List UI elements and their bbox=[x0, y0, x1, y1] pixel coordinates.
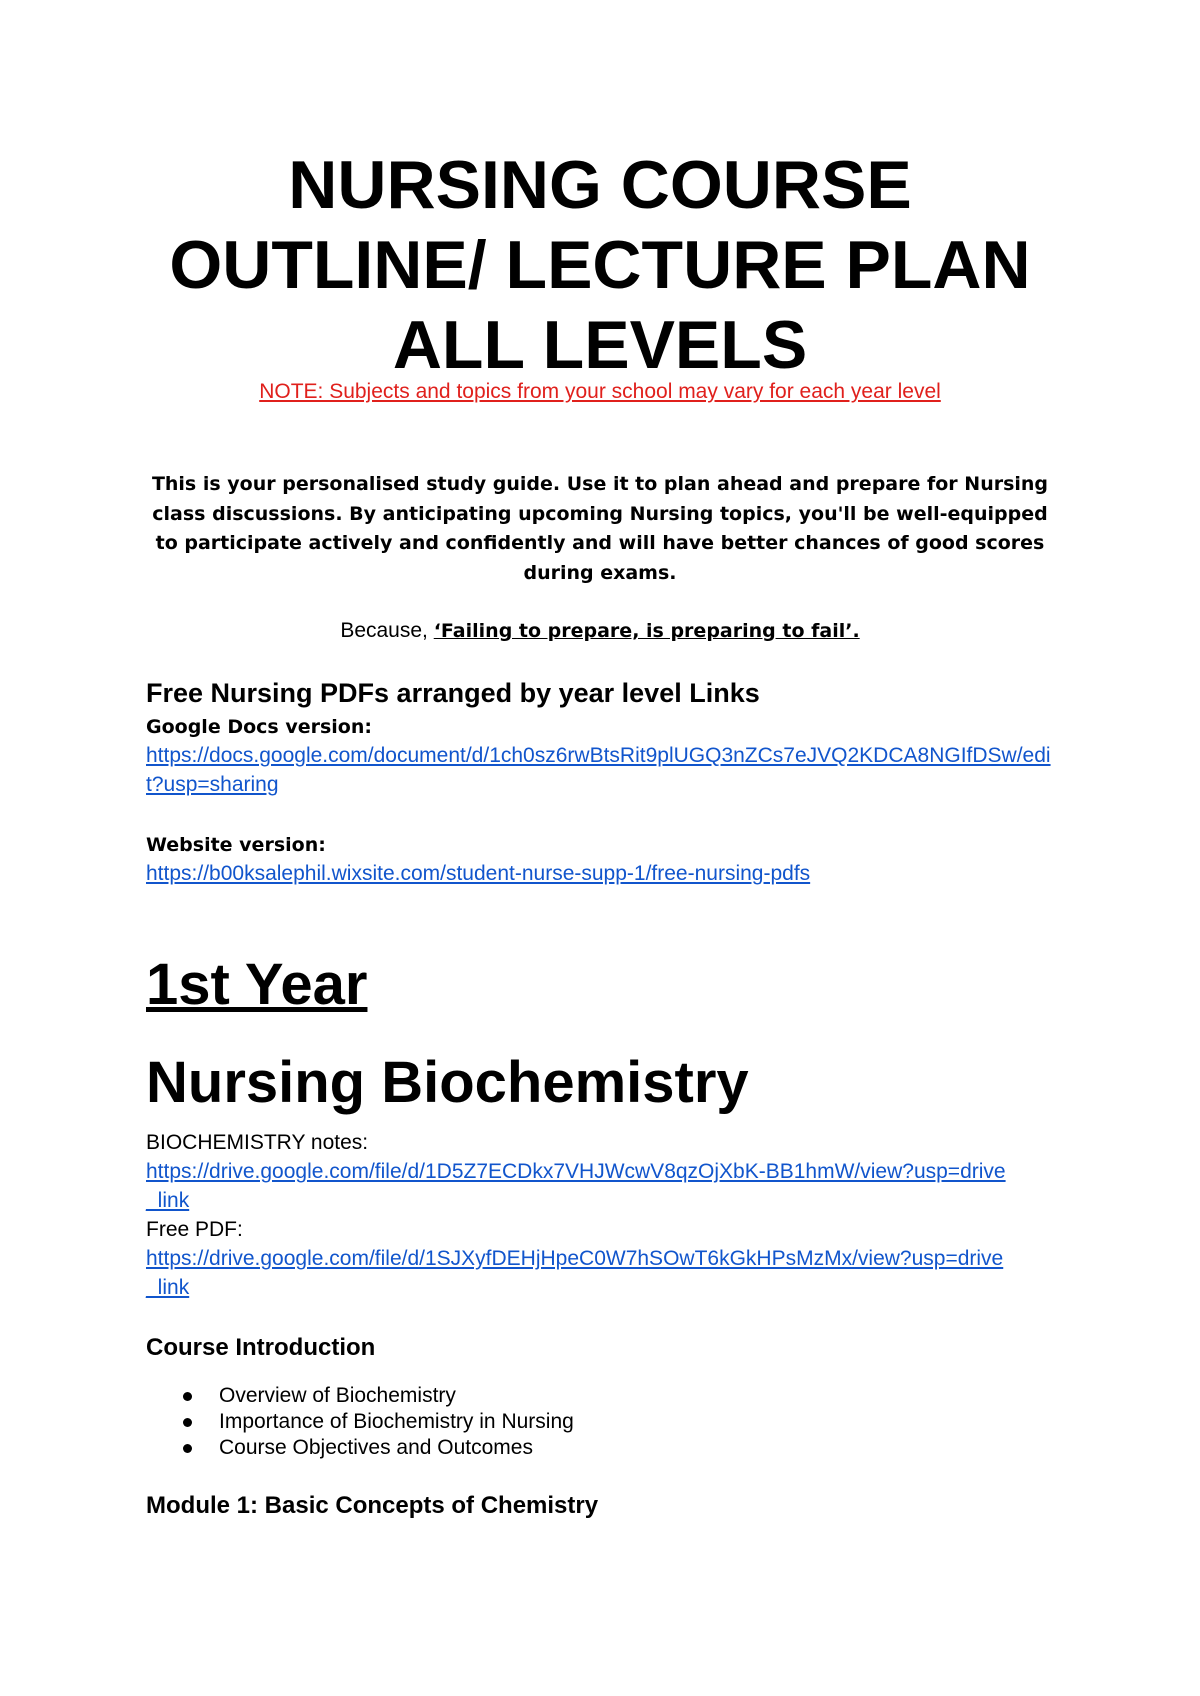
list-item bbox=[146, 1435, 1066, 1461]
bullet-icon bbox=[183, 1392, 192, 1401]
list-item bbox=[146, 1383, 1066, 1409]
list-item-text: Overview of Biochemistry bbox=[219, 1384, 456, 1407]
intro-paragraph: This is your personalised study guide. Use it to plan ahead and prepare for Nursing class discussions. By anticipating upcoming Nursing topics, you'll be well-equipped to participate actively and confidently and will have better chances of good scores during exams. bbox=[151, 473, 1049, 584]
google-docs-label: Google Docs version: bbox=[146, 716, 372, 738]
pdf-link[interactable]: https://drive.google.com/file/d/1SJXyfDEHjHpeC0W7hSOwT6kGkHPsMzMx/view?usp=drive_link bbox=[146, 1247, 1004, 1299]
bullet-icon bbox=[183, 1444, 192, 1453]
subject-heading: Nursing Biochemistry bbox=[146, 1050, 749, 1115]
resources-block bbox=[146, 1128, 1006, 1302]
website-label: Website version: bbox=[146, 834, 326, 856]
list-item bbox=[146, 1409, 1066, 1435]
list-item-text: Course Objectives and Outcomes bbox=[219, 1436, 533, 1459]
google-docs-link[interactable]: https://docs.google.com/document/d/1ch0sz6rwBtsRit9plUGQ3nZCs7eJVQ2KDCA8NGIfDSw/edit?usp=sharing bbox=[146, 744, 1051, 796]
because-line bbox=[0, 617, 1200, 645]
website-link[interactable]: https://b00ksalephil.wixsite.com/student-nurse-supp-1/free-nursing-pdfs bbox=[146, 862, 811, 885]
pdfs-heading: Free Nursing PDFs arranged by year level Links bbox=[146, 678, 760, 708]
list-item-text: Importance of Biochemistry in Nursing bbox=[219, 1410, 574, 1433]
year-heading: 1st Year bbox=[146, 952, 368, 1017]
module-heading: Module 1: Basic Concepts of Chemistry bbox=[146, 1492, 599, 1519]
note-text: NOTE: Subjects and topics from your school may vary for each year level bbox=[259, 380, 941, 403]
notes-label: BIOCHEMISTRY notes: bbox=[146, 1131, 369, 1154]
document-title bbox=[0, 145, 1200, 385]
course-intro-list bbox=[146, 1383, 1066, 1461]
because-quote: ‘Failing to prepare, is preparing to fail’. bbox=[433, 620, 860, 642]
title-line-2: OUTLINE/ LECTURE PLAN bbox=[169, 227, 1031, 303]
title-line-1: NURSING COURSE bbox=[288, 147, 912, 223]
pdf-label: Free PDF: bbox=[146, 1218, 243, 1241]
because-prefix: Because, bbox=[340, 619, 434, 642]
course-intro-heading: Course Introduction bbox=[146, 1334, 376, 1361]
bullet-icon bbox=[183, 1418, 192, 1427]
title-line-3: ALL LEVELS bbox=[392, 307, 808, 383]
notes-link[interactable]: https://drive.google.com/file/d/1D5Z7ECDkx7VHJWcwV8qzOjXbK-BB1hmW/view?usp=drive_link bbox=[146, 1160, 1006, 1212]
